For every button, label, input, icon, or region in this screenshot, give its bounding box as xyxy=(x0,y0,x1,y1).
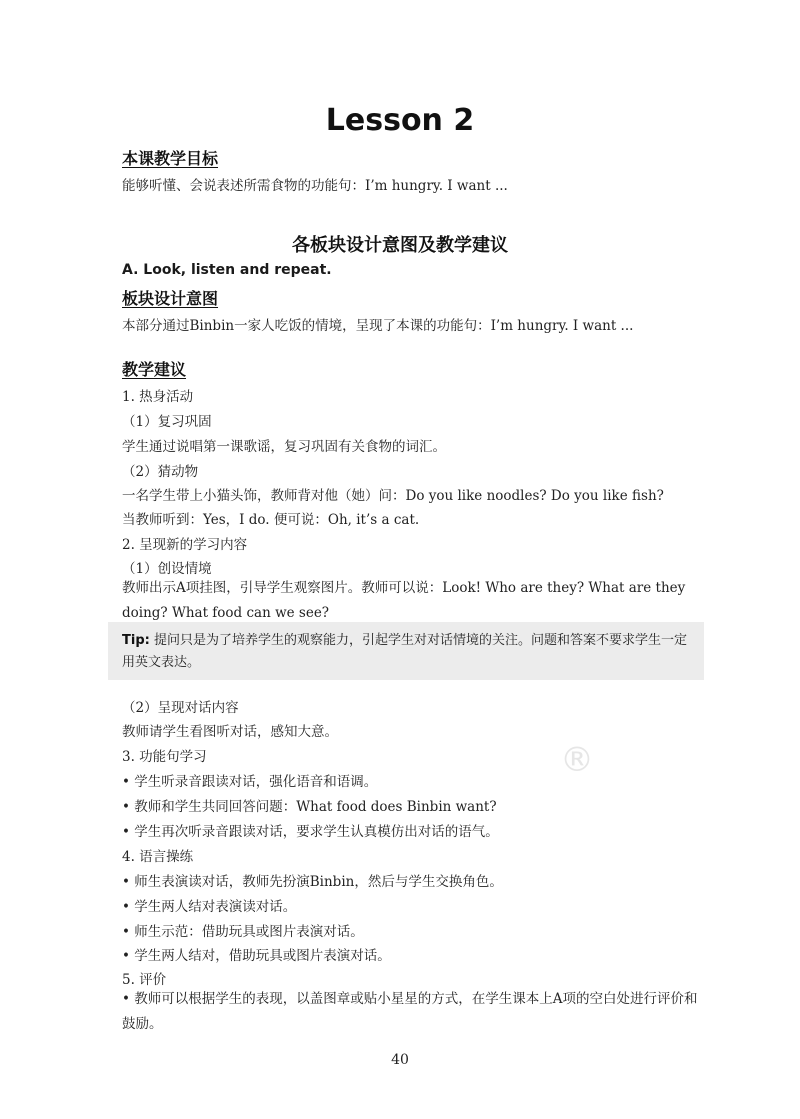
list-item: 学生通过说唱第一课歌谣，复习巩固有关食物的词汇。 xyxy=(122,439,446,455)
objective-text: 能够听懂、会说表述所需食物的功能句：I’m hungry. I want ... xyxy=(122,178,508,194)
list-item: 1. 热身活动 xyxy=(122,389,194,405)
list-item: （1）复习巩固 xyxy=(122,414,212,430)
list-item: 3. 功能句学习 xyxy=(122,749,207,765)
list-item: 2. 呈现新的学习内容 xyxy=(122,537,248,553)
tip-label: Tip: xyxy=(122,633,150,648)
list-item: 4. 语言操练 xyxy=(122,849,194,865)
suggestions-heading: 教学建议 xyxy=(122,360,187,379)
section-a-title: A. Look, listen and repeat. xyxy=(122,262,332,278)
tip-box xyxy=(108,622,704,680)
design-intent-label: 板块设计意图 xyxy=(122,289,219,308)
list-item: • 教师和学生共同回答问题：What food does Binbin want? xyxy=(122,799,497,815)
list-item: • 师生示范：借助玩具或图片表演对话。 xyxy=(122,924,364,940)
design-heading: 各板块设计意图及教学建议 xyxy=(292,235,508,256)
list-item: （2）呈现对话内容 xyxy=(122,700,239,716)
list-item: （1）创设情境 xyxy=(122,561,212,577)
list-item: 当教师听到：Yes，I do. 便可说：Oh, it’s a cat. xyxy=(122,512,420,528)
list-item: 一名学生带上小猫头饰，教师背对他（她）问：Do you like noodles? Do you like fish? xyxy=(122,488,664,504)
list-item: 5. 评价 xyxy=(122,972,167,988)
lesson-title: Lesson 2 xyxy=(325,103,475,138)
list-item: • 学生再次听录音跟读对话，要求学生认真模仿出对话的语气。 xyxy=(122,824,499,840)
watermark: ® xyxy=(560,740,594,780)
scene-text: 教师出示A项挂图，引导学生观察图片。教师可以说：Look! Who are they? What are they doing? What food can we see? xyxy=(122,580,686,621)
list-item: • 师生表演读对话，教师先扮演Binbin，然后与学生交换角色。 xyxy=(122,874,503,890)
list-item: 教师请学生看图听对话，感知大意。 xyxy=(122,724,338,740)
list-item: • 学生两人结对，借助玩具或图片表演对话。 xyxy=(122,948,391,964)
page-number: 40 xyxy=(391,1052,409,1068)
evaluation-text: • 教师可以根据学生的表现，以盖图章或贴小星星的方式，在学生课本上A项的空白处进行评价和鼓励。 xyxy=(122,991,698,1032)
tip-text: 提问只是为了培养学生的观察能力，引起学生对对话情境的关注。问题和答案不要求学生一定用英文表达。 xyxy=(122,633,687,670)
list-item: • 学生两人结对表演读对话。 xyxy=(122,899,297,915)
list-item: （2）猜动物 xyxy=(122,464,199,480)
list-item: • 学生听录音跟读对话，强化语音和语调。 xyxy=(122,774,378,790)
design-intent-text: 本部分通过Binbin一家人吃饭的情境，呈现了本课的功能句：I’m hungry. I want ... xyxy=(122,318,634,334)
objective-heading: 本课教学目标 xyxy=(122,149,219,168)
